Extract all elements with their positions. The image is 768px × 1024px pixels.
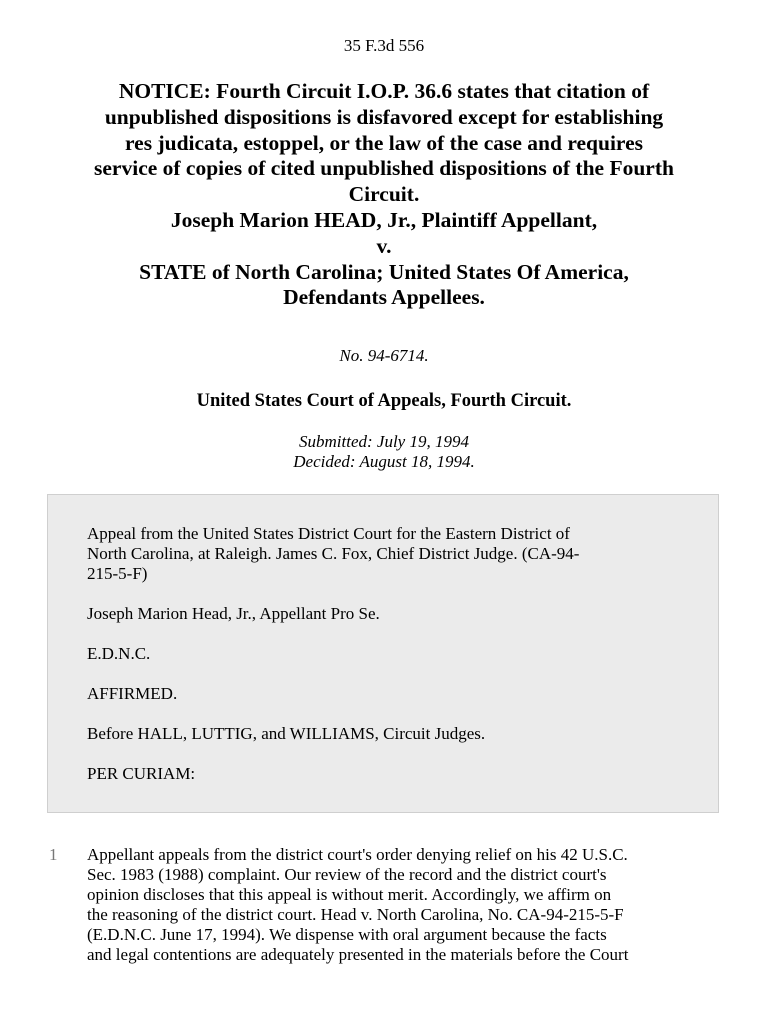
defendants-line: STATE of North Carolina; United States Of America,	[139, 259, 629, 284]
panel-text: Before HALL, LUTTIG, and WILLIAMS, Circuit Judges.	[87, 724, 486, 743]
opinion-line: Appellant appeals from the district court's order denying relief on his 42 U.S.C.	[87, 845, 628, 864]
docket-number: No. 94-6714.	[339, 346, 429, 365]
defendants-line: Defendants Appellees.	[283, 285, 485, 310]
counsel-text: Joseph Marion Head, Jr., Appellant Pro Se.	[87, 604, 380, 623]
versus-line: v.	[376, 233, 392, 258]
paragraph-number: 1	[49, 845, 58, 864]
opinion-line: and legal contentions are adequately presented in the materials before the Court	[87, 945, 629, 964]
district-text: E.D.N.C.	[87, 644, 151, 663]
notice-line: NOTICE: Fourth Circuit I.O.P. 36.6 states that citation of	[118, 79, 650, 103]
disposition-text: AFFIRMED.	[87, 684, 178, 703]
author-text: PER CURIAM:	[87, 764, 196, 783]
opinion-line: (E.D.N.C. June 17, 1994). We dispense with oral argument because the facts	[87, 925, 607, 944]
notice-line: Circuit.	[348, 182, 420, 207]
opinion-paragraph	[87, 845, 727, 965]
notice-line: res judicata, estoppel, or the law of the case and requires	[125, 130, 643, 155]
plaintiff-line: Joseph Marion HEAD, Jr., Plaintiff Appellant,	[170, 207, 598, 232]
opinion-line: the reasoning of the district court. Head v. North Carolina, No. CA-94-215-5-F	[87, 905, 624, 924]
appeal-from-text	[87, 524, 678, 584]
opinion-line: opinion discloses that this appeal is without merit. Accordingly, we affirm on	[87, 885, 612, 904]
reporter-citation: 35 F.3d 556	[343, 36, 425, 55]
submitted-date: Submitted: July 19, 1994	[299, 432, 469, 451]
case-dates	[0, 432, 768, 472]
decided-date: Decided: August 18, 1994.	[293, 452, 475, 471]
notice-line: unpublished dispositions is disfavored except for establishing	[104, 104, 664, 129]
appeal-from-line: North Carolina, at Raleigh. James C. Fox, Chief District Judge. (CA-94-	[87, 544, 580, 563]
opinion-line: Sec. 1983 (1988) complaint. Our review of the record and the district court's	[87, 865, 607, 884]
case-heading	[40, 79, 728, 311]
notice-line: service of copies of cited unpublished dispositions of the Fourth	[94, 156, 674, 181]
appeal-from-line: 215-5-F)	[87, 564, 148, 583]
court-name: United States Court of Appeals, Fourth Circuit.	[196, 391, 572, 411]
case-summary-box	[47, 494, 719, 813]
appeal-from-line: Appeal from the United States District Court for the Eastern District of	[87, 524, 570, 543]
